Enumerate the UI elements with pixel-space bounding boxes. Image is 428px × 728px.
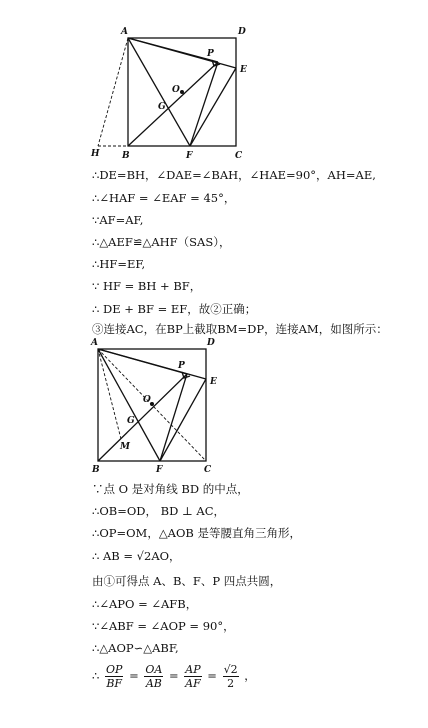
equals-sign: = [207, 668, 217, 683]
proof-line-9: ∵点 O 是对角线 BD 的中点， [92, 482, 249, 496]
proof-line-6: ∵ HF = BH + BF， [92, 279, 202, 293]
comma: ， [244, 668, 256, 683]
fraction-numerator: AP [185, 663, 201, 676]
equals-sign: = [168, 668, 179, 683]
proof-line-5: ∴HF=EF, [92, 257, 146, 271]
fraction-denominator: 2 [227, 677, 235, 690]
label-D: D [207, 338, 215, 348]
fraction-op-bf [105, 663, 123, 690]
therefore-symbol: ∴ [92, 668, 100, 683]
proof-line-16: ∴△AOP∽△ABF, [92, 641, 179, 655]
label-A: A [121, 27, 128, 37]
fraction-ap-af [184, 663, 201, 690]
fraction-denominator: AB [145, 677, 162, 690]
proof-line-7: ∴ DE + BF = EF，故②正确； [92, 302, 257, 316]
fraction-oa-ab [144, 663, 163, 690]
fraction-denominator: BF [106, 677, 123, 690]
label-P: P [178, 361, 185, 371]
label-F: F [156, 465, 163, 475]
fraction-numerator: OP [105, 663, 123, 676]
proof-line-8: ③连接AC，在BP上截取BM=DP，连接AM，如图所示： [92, 322, 388, 336]
label-E: E [210, 377, 217, 387]
proof-line-15: ∵∠ABF = ∠AOP = 90°， [92, 619, 235, 633]
label-C: C [235, 151, 243, 161]
label-O: O [143, 395, 151, 405]
label-B: B [92, 465, 100, 475]
proof-line-2: ∴∠HAF = ∠EAF = 45°， [92, 191, 236, 205]
fraction-sqrt2-2 [223, 663, 239, 690]
label-D: D [238, 27, 246, 37]
label-G: G [158, 102, 166, 112]
label-F: F [186, 151, 193, 161]
proof-line-13: 由①可得点 A、B、F、P 四点共圆， [92, 574, 282, 588]
label-H: H [91, 149, 100, 159]
proof-line-3: ∵AF=AF, [92, 213, 144, 227]
label-B: B [122, 151, 130, 161]
equals-sign: = [129, 668, 139, 683]
fraction-numerator: OA [145, 663, 163, 676]
proof-final-equation [92, 663, 256, 690]
label-E: E [240, 65, 247, 75]
label-O: O [172, 85, 180, 95]
proof-line-4: ∴△AEF≌△AHF（SAS）， [92, 235, 231, 249]
label-G: G [127, 416, 135, 426]
fraction-denominator: AF [185, 677, 201, 690]
fraction-numerator: √2 [223, 663, 238, 676]
label-P: P [207, 49, 214, 59]
label-A: A [91, 338, 98, 348]
proof-line-12: ∴ AB = √2AO， [92, 549, 181, 563]
proof-line-10: ∴OB=OD， BD ⊥ AC， [92, 504, 226, 518]
proof-line-11: ∴OP=OM，△AOB 是等腰直角三角形， [92, 526, 302, 540]
label-M: M [120, 442, 130, 452]
label-C: C [204, 465, 212, 475]
proof-line-14: ∴∠APO = ∠AFB， [92, 597, 198, 611]
proof-line-1: ∴DE=BH，∠DAE=∠BAH，∠HAE=90°，AH=AE, [92, 168, 376, 182]
